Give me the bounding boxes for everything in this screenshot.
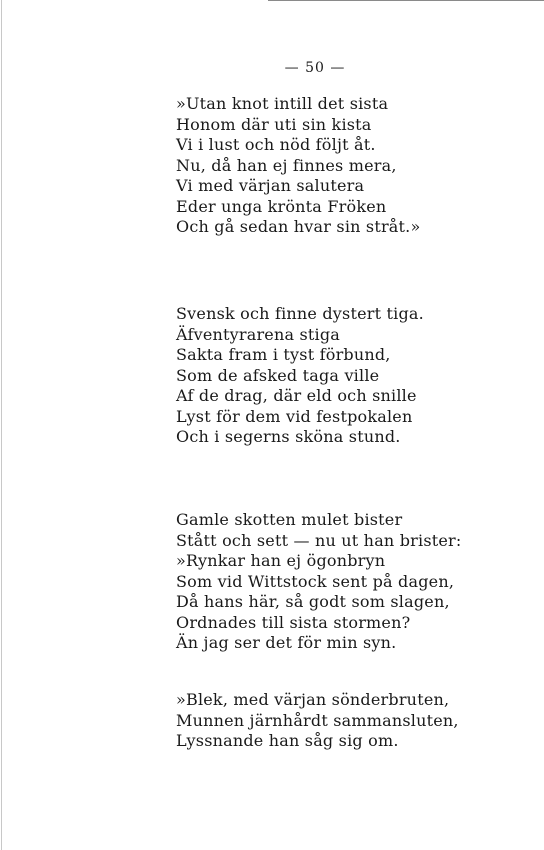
verse-line: Honom där uti sin kista (176, 114, 372, 134)
verse-line: Stått och sett — nu ut han brister: (176, 530, 462, 550)
verse-line: Lyst för dem vid festpokalen (176, 406, 413, 426)
verse-line: Och gå sedan hvar sin stråt.» (176, 217, 421, 236)
verse-line: Då hans här, så godt som slagen, (176, 592, 450, 611)
verse-line: Munnen järnhårdt sammansluten, (176, 710, 459, 730)
verse-line: Sakta fram i tyst förbund, (176, 345, 391, 364)
scan-edge-left (1, 0, 2, 850)
verse-line: Vi med värjan salutera (176, 176, 365, 195)
verse-line: Äfventyrarena stiga (176, 324, 341, 344)
verse-line: Och i segerns sköna stund. (176, 427, 401, 446)
stanza (176, 690, 459, 752)
verse-line: Som de afsked taga ville (176, 365, 380, 385)
stanza (176, 304, 424, 448)
scan-edge-top (268, 0, 544, 1)
verse-line: Gamle skotten mulet bister (176, 510, 403, 529)
stanza (176, 94, 420, 238)
verse-line: Af de drag, där eld och snille (176, 386, 417, 405)
verse-line: Nu, då han ej finnes mera, (176, 155, 397, 175)
verse-line: Än jag ser det för min syn. (176, 633, 397, 652)
page-number: — 50 — (284, 60, 346, 76)
verse-line: Som vid Wittstock sent på dagen, (176, 571, 455, 591)
verse-line: Vi i lust och nöd följt åt. (176, 135, 376, 154)
verse-line: Lyssnande han såg sig om. (176, 731, 399, 750)
verse-line: »Utan knot intill det sista (176, 94, 389, 113)
verse-line: Svensk och finne dystert tiga. (176, 304, 424, 323)
verse-line: »Rynkar han ej ögonbryn (176, 551, 386, 570)
verse-line: Ordnades till sista stormen? (176, 612, 411, 632)
verse-line: Eder unga krönta Fröken (176, 196, 387, 216)
stanza (176, 510, 461, 654)
verse-line: »Blek, med värjan sönderbruten, (176, 690, 450, 709)
